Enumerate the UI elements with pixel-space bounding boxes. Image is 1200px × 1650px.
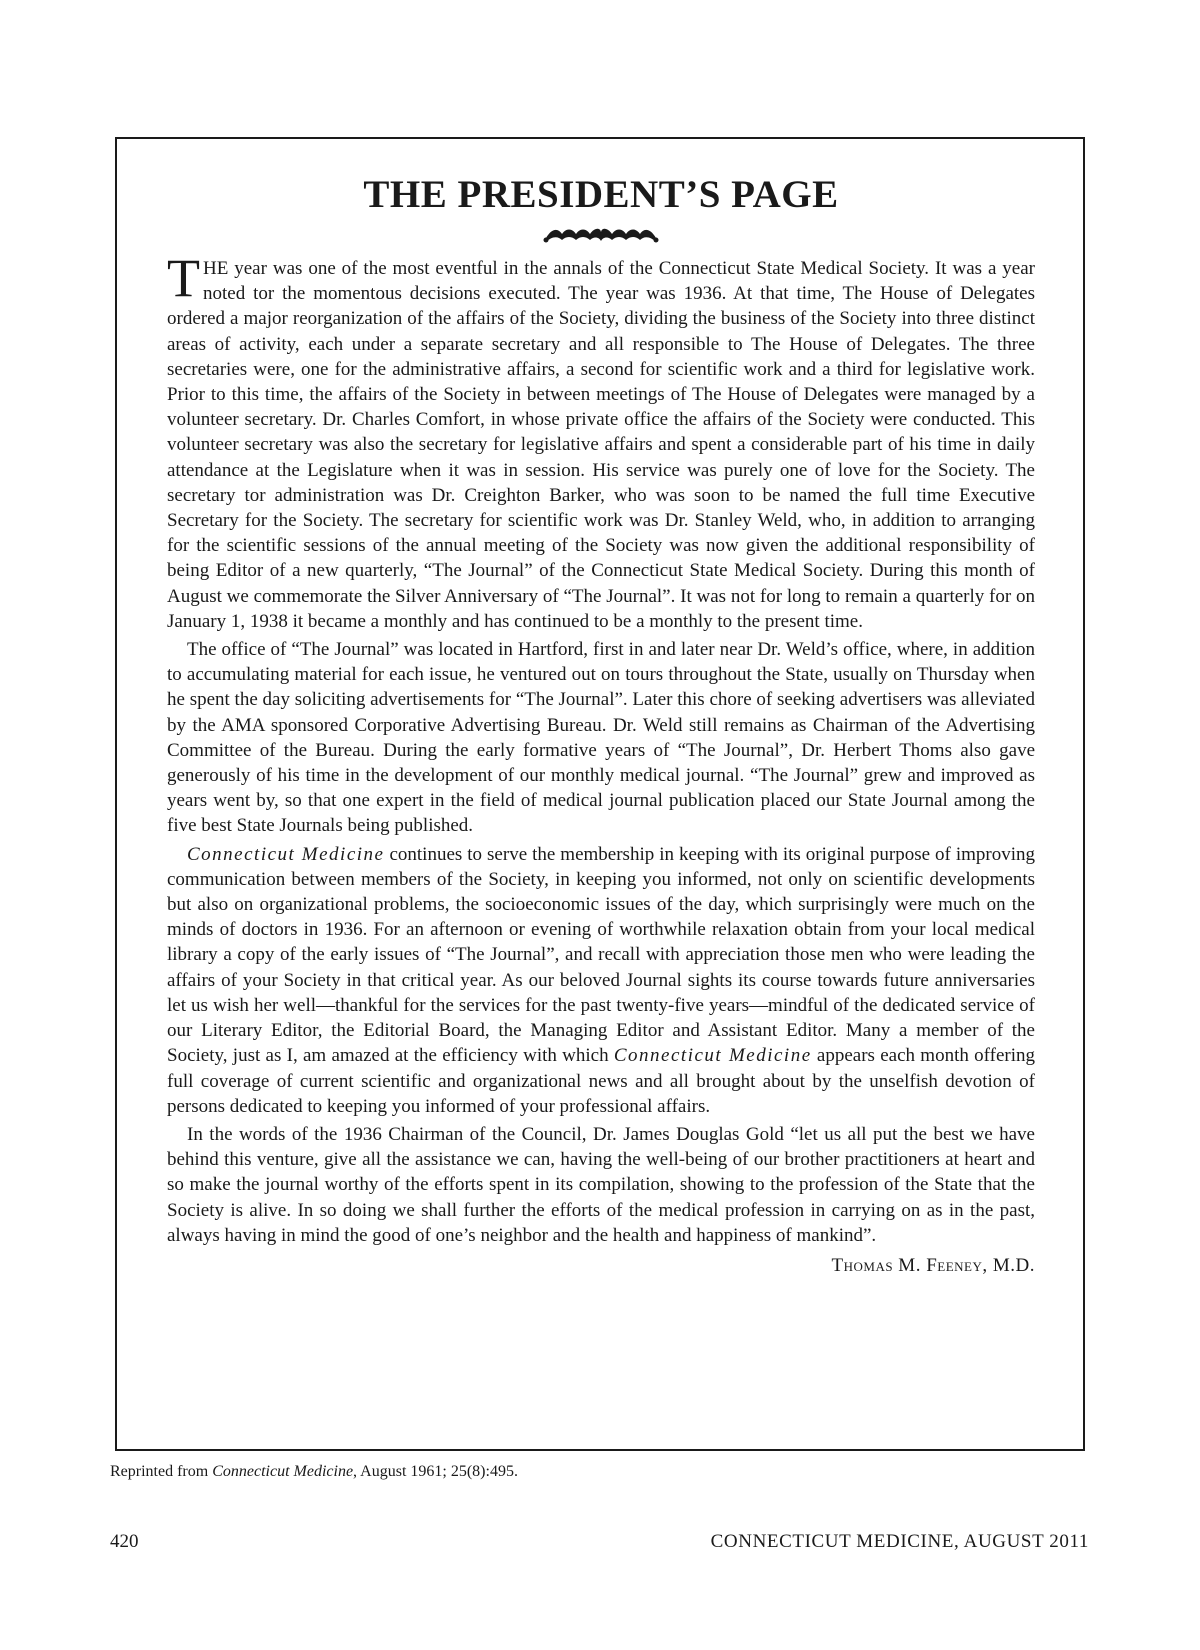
journal-name-italic: Connecticut Medicine — [187, 843, 385, 865]
author-signature: Thomas M. Feeney, M.D. — [831, 1254, 1035, 1276]
article-box — [115, 137, 1085, 1451]
paragraph-1 — [167, 248, 1035, 634]
running-head: CONNECTICUT MEDICINE, AUGUST 2011 — [710, 1531, 1089, 1552]
journal-name-italic: Connecticut Medicine — [613, 1045, 812, 1067]
scroll-ornament-icon — [542, 224, 660, 246]
reprint-journal: Connecticut Medicine — [212, 1463, 354, 1480]
paragraph-3-text-a: continues to serve the membership in keeping with its original purpose of improving communication between members of the Society, in keeping you informed, not only on scientific developments but also on organizational problems, the socioeconomic issues of the day, which surprisingly were much on the minds of doctors in 1936. For an afternoon or evening of worthwhile relaxation obtain from your local medical library a copy of the early issues of “The Journal”, and recall with appreciation those men who were leading the affairs of your Society in that critical year. As our beloved Journal sights its course towards future anniversaries let us wish her well—thankful for the services for the past twenty-five years—mindful of the dedicated service of our Literary Editor, the Editorial Board, the Managing Editor and Assistant Editor. Many a member of the Society, just as I, am amazed at the efficiency with which — [167, 843, 1035, 1067]
paragraph-3 — [167, 842, 1035, 1119]
paragraph-2: The office of “The Journal” was located in Hartford, first in and later near Dr. Weld’s office, where, in addition to accumulating material for each issue, he ventured out on tours throughout the State, usually on Thursday when he spent the day soliciting advertisements for “The Journal”. Later this chore of seeking advertisers was alleviated by the AMA sponsored Corporative Advertising Bureau. Dr. Weld still remains as Chairman of the Advertising Committee of the Bureau. During the early formative years of “The Journal”, Dr. Herbert Thoms also gave generously of his time in the development of our monthly medical journal. “The Journal” grew and improved as years went by, so that one expert in the field of medical journal publication placed our State Journal among the five best State Journals being published. — [167, 639, 1035, 837]
page-number: 420 — [110, 1531, 139, 1552]
drop-cap: T — [167, 248, 200, 308]
reprint-prefix: Reprinted from — [110, 1463, 213, 1480]
paragraph-3-text-b: appears each month offering full coverage of current scientific and organizational news and all brought about by the unselfish devotion of persons dedicated to keeping you informed of your professional affairs. — [167, 1045, 1035, 1117]
article-body — [167, 248, 1035, 1248]
reprint-suffix: , August 1961; 25(8):495. — [353, 1463, 518, 1480]
reprint-note — [110, 1463, 518, 1481]
paragraph-4: In the words of the 1936 Chairman of the Council, Dr. James Douglas Gold “let us all put the best we have behind this venture, give all the assistance we can, having the well-being of our brother practitioners at heart and so make the journal worthy of the efforts spent in its compilation, showing to the profession of the State that the Society is alive. In so doing we shall further the efforts of the medical profession in carrying on as in the past, always having in mind the good of one’s neighbor and the health and happiness of mankind”. — [167, 1123, 1035, 1246]
paragraph-1-text: HE year was one of the most eventful in the annals of the Connecticut State Medical Society. It was a year noted tor the momentous decisions executed. The year was 1936. At that time, The House of Delegates ordered a major reorganization of the affairs of the Society, dividing the business of the Society into three distinct areas of activity, each under a separate secretary and all responsible to The House of Delegates. The three secretaries were, one for the administrative affairs, a second for scientific work and a third for legislative work. Prior to this time, the affairs of the Society in between meetings of The House of Delegates were managed by a volunteer secretary. Dr. Charles Comfort, in whose private office the affairs of the Society were conducted. This volunteer secretary was also the secretary for legislative affairs and spent a considerable part of his time in daily attendance at the Legislature when it was in session. His service was purely one of love for the Society. The secretary tor administration was Dr. Creighton Barker, who was soon to be named the full time Executive Secretary for the Society. The secretary for scientific work was Dr. Stanley Weld, who, in addition to arranging for the scientific sessions of the annual meeting of the Society was now given the additional responsibility of being Editor of a new quarterly, “The Journal” of the Connecticut State Medical Society. During this month of August we commemorate the Silver Anniversary of “The Journal”. It was not for long to remain a quarterly for on January 1, 1938 it became a monthly and has continued to be a monthly to the present time. — [167, 258, 1035, 632]
page-title: THE PRESIDENT’S PAGE — [363, 173, 839, 216]
